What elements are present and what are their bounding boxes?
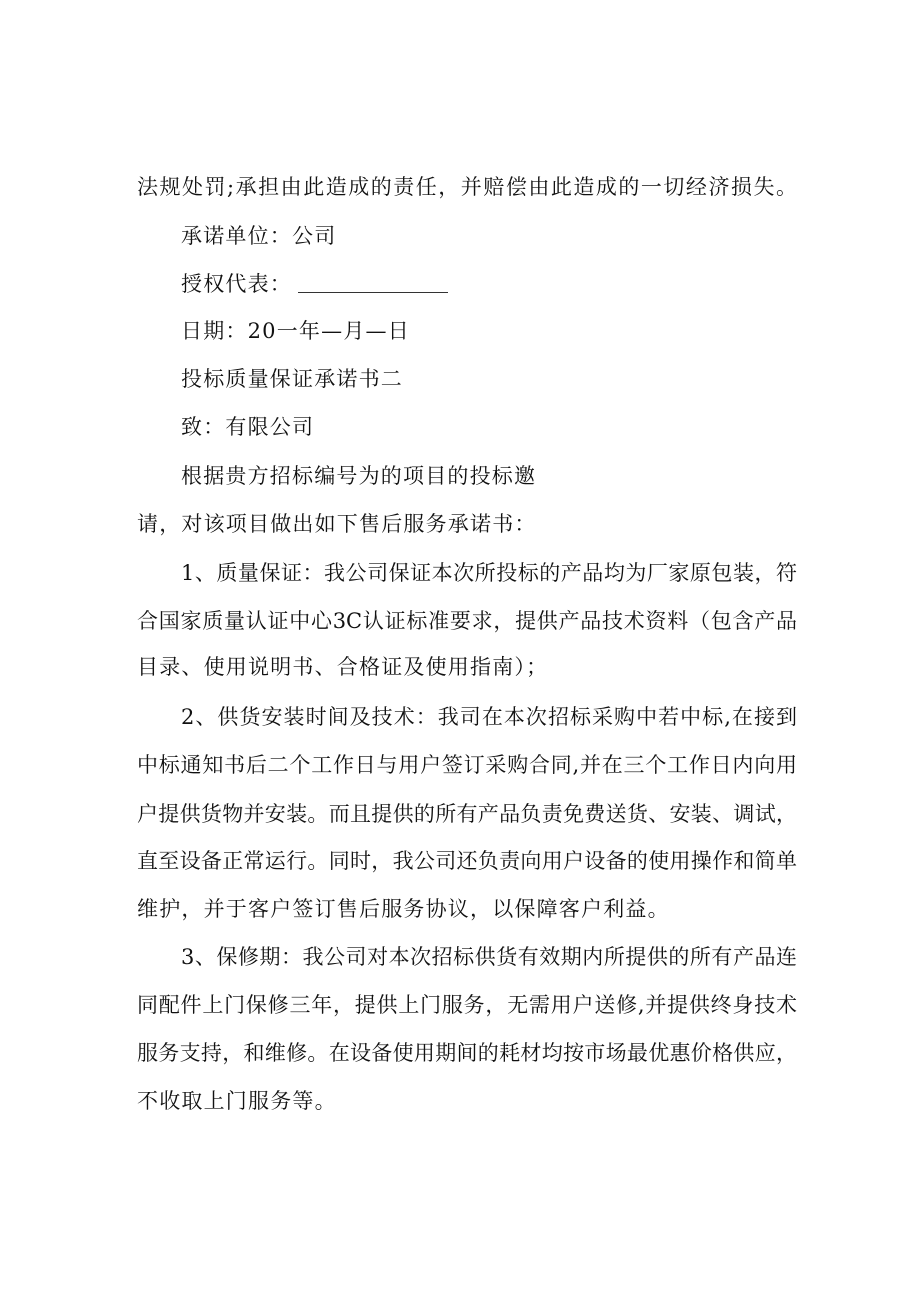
date-line: 日期：20一年—月—日 [181, 319, 410, 343]
authorized-rep-line [181, 269, 797, 299]
text-line: 请，对该项目做出如下售后服务承诺书： [137, 512, 537, 536]
text-line: 法规处罚;承担由此造成的责任，并赔偿由此造成的一切经济损失。 [137, 175, 797, 199]
text-line: 直至设备正常运行。同时，我公司还负责向用户设备的使用操作和简单 [137, 849, 797, 873]
promisor-line: 承诺单位：公司 [181, 224, 337, 248]
text-line: 服务支持，和维修。在设备使用期间的耗材均按市场最优惠价格供应， [137, 1041, 797, 1065]
text-line: 2、供货安装时间及技术：我司在本次招标采购中若中标,在接到 [181, 705, 797, 729]
signature-blank [298, 270, 448, 293]
section-title: 投标质量保证承诺书二 [181, 367, 403, 391]
addressee-line: 致：有限公司 [181, 415, 315, 439]
text-line: 3、保修期：我公司对本次招标供货有效期内所提供的所有产品连 [181, 945, 797, 969]
text-line: 中标通知书后二个工作日与用户签订采购合同,并在三个工作日内向用 [137, 753, 797, 777]
text-line: 不收取上门服务等。 [137, 1089, 337, 1113]
text-line: 根据贵方招标编号为的项目的投标邀 [181, 464, 537, 488]
text-line: 同配件上门保修三年，提供上门服务，无需用户送修,并提供终身技术 [137, 993, 797, 1017]
text-line: 合国家质量认证中心3C认证标准要求，提供产品技术资料（包含产品 [137, 609, 797, 633]
text-line: 1、质量保证：我公司保证本次所投标的产品均为厂家原包装，符 [181, 561, 797, 585]
text-line: 目录、使用说明书、合格证及使用指南）； [137, 655, 549, 679]
text-line: 维护，并于客户签订售后服务协议，以保障客户利益。 [137, 897, 670, 921]
authorized-rep-label: 授权代表： [181, 272, 292, 296]
text-line: 户提供货物并安装。而且提供的所有产品负责免费送货、安装、调试， [137, 802, 797, 826]
